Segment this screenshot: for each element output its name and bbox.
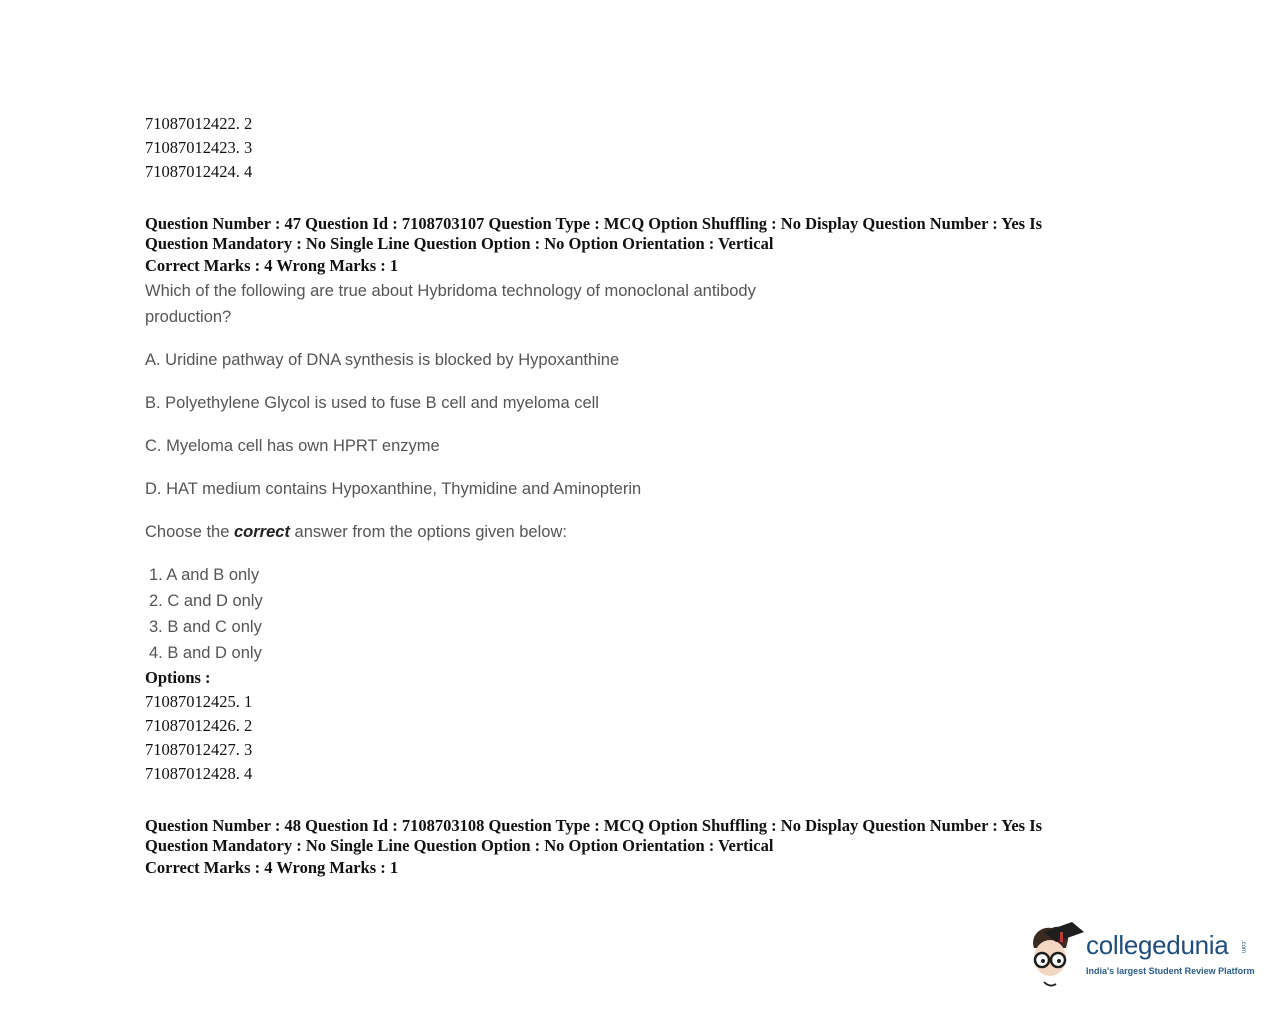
option-id-line: 71087012427. 3 [145, 740, 253, 759]
statement-d: D. HAT medium contains Hypoxanthine, Thymidine and Aminopterin [145, 480, 642, 498]
answer-choices [145, 562, 1145, 666]
option-id-line: 71087012425. 1 [145, 692, 253, 711]
logo-brand: collegedunia [1086, 930, 1229, 960]
logo-com: .com [1240, 940, 1246, 954]
document-page [145, 112, 1145, 880]
answer-choice: 4. B and D only [149, 644, 262, 662]
question-meta-line: Question Number : 47 Question Id : 7108703107 Question Type : MCQ Option Shuffling : No Display Question Number : Yes Is [145, 214, 1043, 233]
options-label: Options : [145, 668, 211, 687]
question-meta-line: Question Mandatory : No Single Line Question Option : No Option Orientation : Vertical [145, 836, 774, 855]
question-48-block [145, 816, 1145, 880]
question-marks: Correct Marks : 4 Wrong Marks : 1 [145, 256, 399, 275]
question-text-line: Which of the following are true about Hybridoma technology of monoclonal antibody [145, 282, 756, 300]
collegedunia-logo [1026, 918, 1256, 990]
choose-emphasis: correct [234, 523, 290, 541]
option-id-line: 71087012422. 2 [145, 114, 253, 133]
mascot-icon [1026, 918, 1086, 990]
choose-instruction [145, 519, 1145, 545]
option-id-line: 71087012428. 4 [145, 764, 253, 783]
question-text-line: production? [145, 308, 232, 326]
option-id-line: 71087012423. 3 [145, 138, 253, 157]
question-marks: Correct Marks : 4 Wrong Marks : 1 [145, 858, 399, 877]
previous-question-options [145, 112, 1145, 184]
question-meta-line: Question Mandatory : No Single Line Question Option : No Option Orientation : Vertical [145, 234, 774, 253]
statement-b: B. Polyethylene Glycol is used to fuse B cell and myeloma cell [145, 394, 599, 412]
statement-a: A. Uridine pathway of DNA synthesis is blocked by Hypoxanthine [145, 351, 620, 369]
statement-c: C. Myeloma cell has own HPRT enzyme [145, 437, 440, 455]
option-ids [145, 690, 1145, 786]
answer-choice: 2. C and D only [149, 592, 263, 610]
question-meta-line: Question Number : 48 Question Id : 7108703108 Question Type : MCQ Option Shuffling : No Display Question Number : Yes Is [145, 816, 1043, 835]
option-id-line: 71087012426. 2 [145, 716, 253, 735]
choose-suffix: answer from the options given below: [294, 523, 567, 541]
option-id-line: 71087012424. 4 [145, 162, 253, 181]
logo-tagline: India's largest Student Review Platform [1086, 966, 1255, 976]
question-47-block [145, 214, 1145, 786]
answer-choice: 3. B and C only [149, 618, 262, 636]
choose-prefix: Choose the [145, 523, 230, 541]
answer-choice: 1. A and B only [149, 566, 260, 584]
question-text [145, 278, 1145, 330]
